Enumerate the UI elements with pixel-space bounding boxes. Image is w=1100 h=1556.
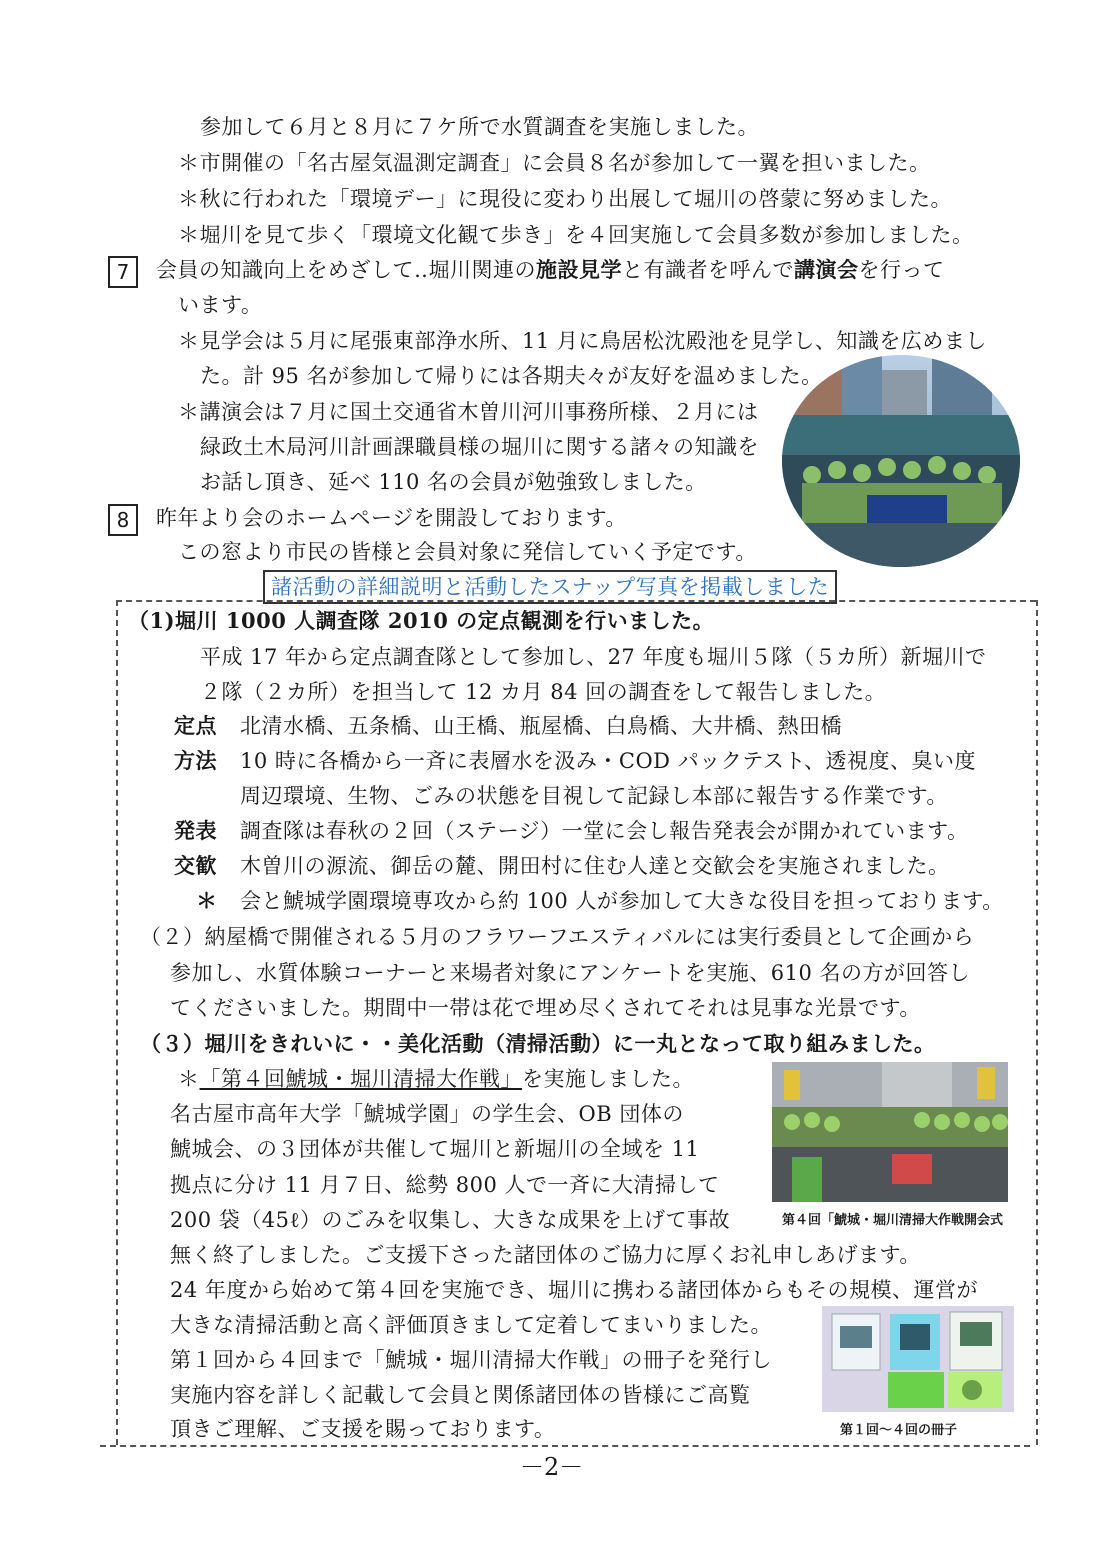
item-7-lecture: 講演会 (794, 257, 859, 282)
s1-label-star: ＊ (196, 888, 218, 913)
s2-line-2: 参加し、水質体験コーナーと来場者対象にアンケートを実施、610 名の方が回答し (170, 961, 970, 985)
s3-event-name: 「第４回鯱城・堀川清掃大作戦」 (199, 1067, 522, 1091)
item-8-line-2: この窓より市民の皆様と会員対象に発信していく予定です。 (178, 540, 757, 564)
page-number: －2－ (520, 1453, 584, 1481)
booklets-photo-graphic (822, 1306, 1014, 1412)
s3-title: （３）堀川をきれいに・・美化活動（清掃活動）に一丸となって取り組みました。 (140, 1031, 936, 1056)
item-7-line-1e: を行って (858, 258, 945, 282)
s1-star: 会と鯱城学園環境専攻から約 100 人が参加して大きな役目を担っております。 (240, 889, 1004, 913)
item-7-line-6: 緑政土木局河川計画課職員様の堀川に関する諸々の知識を (200, 435, 759, 459)
s1-label-kouryuu: 交歓 (174, 853, 217, 878)
booklets-caption: 第１回～４回の冊子 (840, 1423, 958, 1438)
s1-label-teiten: 定点 (174, 713, 217, 738)
item-7-line-2: います。 (178, 293, 263, 317)
item-7-line-5: ＊講演会は７月に国土交通省木曽川河川事務所様、２月には (178, 400, 759, 424)
intro-line-1: 参加して６月と８月に７ケ所で水質調査を実施しました。 (200, 115, 759, 139)
item-8-line-1: 昨年より会のホームページを開設しております。 (156, 506, 627, 530)
intro-line-3: ＊秋に行われた「環境デー」に現役に変わり出展して堀川の啓蒙に努めました。 (178, 187, 952, 211)
item-7-line-3: ＊見学会は５月に尾張東部浄水所、11 月に鳥居松沈殿池を見学し、知識を広めまし (178, 329, 987, 353)
item-7-line-1c: と有識者を呼んで (622, 258, 795, 282)
s1-label-houhou: 方法 (174, 748, 217, 773)
facility-tour-photo-graphic (782, 355, 1020, 567)
facility-tour-photo (782, 355, 1020, 567)
frame-bottom-border (100, 1445, 1030, 1447)
item-7-facility-tour: 施設見学 (536, 257, 623, 282)
s3-line-6: 無く終了しました。ご支援下さった諸団体のご協力に厚くお礼申しあげます。 (170, 1243, 921, 1267)
s1-happyou: 調査隊は春秋の２回（ステージ）一堂に会し報告発表会が開かれています。 (240, 819, 969, 843)
s3-line-5: 200 袋（45ℓ）のごみを収集し、大きな成果を上げて事故 (170, 1208, 731, 1232)
s1-title: （1)堀川 1000 人調査隊 2010 の定点観測を行いました。 (128, 608, 715, 633)
item-7-number: 7 (108, 256, 138, 288)
item-7-line-1a: 会員の知識向上をめざして‥堀川関連の (156, 258, 537, 282)
s3-line-8: 大きな清掃活動と高く評価頂きまして定着してまいりました。 (170, 1313, 772, 1337)
item-7-line-7: お話し頂き、延べ 110 名の会員が勉強致しました。 (200, 470, 707, 494)
item-8-number: 8 (108, 504, 138, 536)
s1-teiten: 北清水橋、五条橋、山王橋、瓶屋橋、白鳥橋、大井橋、熱田橋 (240, 714, 842, 738)
cleanup-ceremony-photo-graphic (772, 1062, 1008, 1202)
booklets-photo (822, 1306, 1014, 1412)
section-heading: 諸活動の詳細説明と活動したスナップ写真を掲載しました (263, 570, 837, 604)
s3-line-1c: を実施しました。 (522, 1067, 694, 1091)
s1-paragraph-1: 平成 17 年から定点調査隊として参加し、27 年度も堀川５隊（５カ所）新堀川で (200, 645, 987, 669)
s3-line-1a: ＊ (178, 1067, 200, 1091)
s2-line-1: （２）納屋橋で開催される５月のフラワーフエスティバルには実行委員として企画から (140, 925, 975, 949)
item-7-line-1 (156, 255, 945, 285)
intro-line-4: ＊堀川を見て歩く「環境文化観て歩き」を４回実施して会員多数が参加しました。 (178, 223, 974, 247)
s3-line-1 (178, 1064, 694, 1094)
s3-line-10: 実施内容を詳しく記載して会員と関係諸団体の皆様にご高覧 (170, 1383, 751, 1407)
s1-houhou-2: 周辺環境、生物、ごみの状態を目視して記録し本部に報告する作業です。 (240, 784, 948, 808)
s1-houhou-1: 10 時に各橋から一斉に表層水を汲み・COD パックテスト、透視度、臭い度 (240, 749, 976, 773)
s3-line-7: 24 年度から始めて第４回を実施でき、堀川に携わる諸団体からもその規模、運営が (170, 1278, 979, 1302)
s3-line-9: 第１回から４回まで「鯱城・堀川清掃大作戦」の冊子を発行し (170, 1348, 772, 1372)
s1-paragraph-2: ２隊（２カ所）を担当して 12 カ月 84 回の調査をして報告しました。 (200, 680, 887, 704)
s2-line-3: てくださいました。期間中一帯は花で埋め尽くされてそれは見事な光景です。 (170, 996, 921, 1020)
cleanup-ceremony-caption: 第４回「鯱城・堀川清掃大作戦開会式 (782, 1213, 1004, 1228)
s1-kouryuu: 木曽川の源流、御岳の麓、開田村に住む人達と交歓会を実施されました。 (240, 854, 950, 878)
s1-label-happyou: 発表 (174, 818, 217, 843)
cleanup-ceremony-photo (772, 1062, 1008, 1202)
s3-line-11: 頂きご理解、ご支援を賜っております。 (170, 1417, 556, 1441)
intro-line-2: ＊市開催の「名古屋気温測定調査」に会員８名が参加して一翼を担いました。 (178, 151, 931, 175)
s3-line-4: 拠点に分け 11 月７日、総勢 800 人で一斉に大清掃して (170, 1173, 720, 1197)
s3-line-2: 名古屋市高年大学「鯱城学園」の学生会、OB 団体の (170, 1102, 684, 1126)
s3-line-3: 鯱城会、の３団体が共催して堀川と新堀川の全域を 11 (170, 1137, 700, 1161)
item-7-line-4: た。計 95 名が参加して帰りには各期夫々が友好を温めました。 (200, 364, 823, 388)
